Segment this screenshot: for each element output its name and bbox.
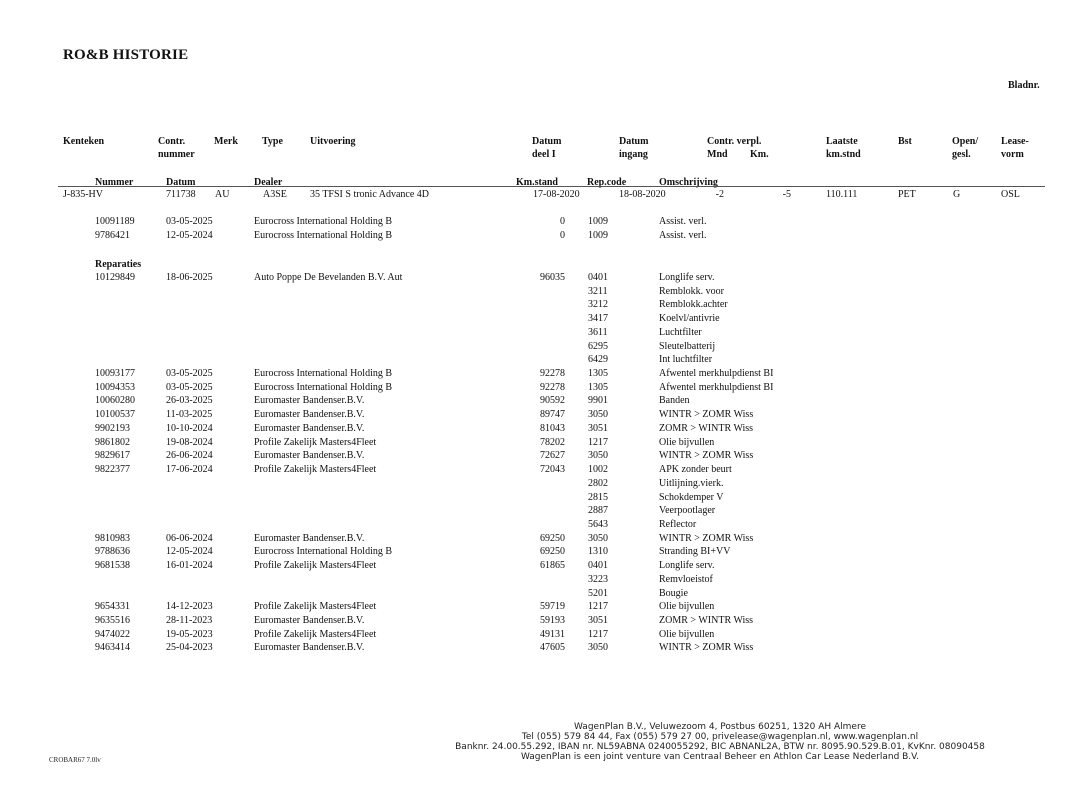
row-repcode: 2887 [588, 505, 608, 517]
row-datum: 19-08-2024 [166, 436, 213, 448]
row-omschrijving: Olie bijvullen [659, 601, 715, 613]
sub-nummer: Nummer [95, 177, 134, 188]
row-dealer: Profile Zakelijk Masters4Fleet [254, 464, 377, 476]
row-omschrijving: Stranding BI+VV [659, 546, 731, 558]
row-datum: 28-11-2023 [166, 615, 213, 626]
row-kmstand: 0 [560, 216, 565, 227]
row-repcode: 1310 [588, 546, 608, 558]
row-datum: 10-10-2024 [166, 422, 213, 434]
row-dealer: Eurocross International Holding B [254, 381, 393, 393]
col-merk: Merk [214, 136, 238, 147]
row-omschrijving: Schokdemper V [659, 491, 724, 503]
row-kmstand: 92278 [540, 381, 565, 393]
sub-kmstand: Km.stand [516, 177, 558, 188]
col-lease-line1: Lease- [1001, 136, 1029, 147]
row-repcode: 9901 [588, 395, 608, 407]
row-datum: 16-01-2024 [166, 560, 213, 572]
row-omschrijving: Longlife serv. [659, 560, 715, 572]
row-omschrijving: Olie bijvullen [659, 436, 715, 448]
col-contr [158, 135, 195, 161]
row-omschrijving: ZOMR > WINTR Wiss [659, 422, 754, 434]
col-contr-verpl-line1: Contr. verpl. [707, 136, 762, 147]
row-omschrijving: Koelvl/antivrie [659, 313, 720, 325]
row-omschrijving: Afwentel merkhulpdienst BI [659, 368, 774, 380]
row-nummer: 9681538 [95, 560, 130, 572]
row-nummer: 9474022 [95, 628, 130, 640]
vehicle-open: G [953, 189, 961, 200]
row-repcode: 3223 [588, 573, 608, 585]
row-datum: 06-06-2024 [166, 532, 213, 544]
col-datum-deel [532, 135, 561, 161]
row-dealer: Euromaster Bandenser.B.V. [254, 532, 365, 544]
row-repcode: 3212 [588, 299, 608, 311]
row-nummer: 9654331 [95, 601, 130, 613]
row-repcode: 5643 [588, 518, 608, 530]
col-contr-line2: nummer [158, 149, 195, 160]
row-omschrijving: WINTR > ZOMR Wiss [659, 532, 754, 544]
vehicle-mnd: -2 [715, 189, 724, 200]
row-omschrijving: Luchtfilter [659, 326, 702, 338]
row-omschrijving: WINTR > ZOMR Wiss [659, 409, 754, 421]
row-dealer: Eurocross International Holding B [254, 216, 393, 227]
row-dealer: Euromaster Bandenser.B.V. [254, 450, 365, 462]
form-code: CROBAR67 7.0lv [49, 756, 101, 764]
row-dealer: Profile Zakelijk Masters4Fleet [254, 628, 377, 640]
col-lease-line2: vorm [1001, 149, 1024, 160]
row-repcode: 3417 [588, 313, 608, 325]
vehicle-kenteken: J-835-HV [63, 189, 103, 200]
row-datum: 03-05-2025 [166, 381, 213, 393]
row-dealer: Profile Zakelijk Masters4Fleet [254, 560, 377, 572]
row-datum: 18-06-2025 [166, 272, 213, 283]
row-omschrijving: Uitlijning.vierk. [659, 477, 724, 489]
sub-repcode: Rep.code [587, 177, 627, 188]
row-repcode: 3051 [588, 615, 608, 626]
col-laatste-line2: km.stnd [826, 149, 861, 160]
row-dealer: Euromaster Bandenser.B.V. [254, 409, 365, 421]
col-contr-line1: Contr. [158, 136, 186, 147]
row-repcode: 0401 [588, 560, 608, 572]
row-repcode: 2802 [588, 477, 608, 489]
row-dealer: Profile Zakelijk Masters4Fleet [254, 601, 377, 613]
col-uitvoering: Uitvoering [310, 136, 356, 147]
vehicle-datum-ingang: 18-08-2020 [619, 189, 666, 200]
row-nummer: 9788636 [95, 546, 130, 558]
row-nummer: 10060280 [95, 395, 135, 407]
row-repcode: 3050 [588, 532, 608, 544]
row-nummer: 9902193 [95, 422, 130, 434]
row-omschrijving: Afwentel merkhulpdienst BI [659, 381, 774, 393]
page-title: RO&B HISTORIE [63, 47, 189, 63]
row-datum: 17-06-2024 [166, 464, 213, 476]
vehicle-uitvoering: 35 TFSI S tronic Advance 4D [310, 189, 429, 200]
row-repcode: 1305 [588, 381, 608, 393]
row-kmstand: 49131 [540, 628, 565, 640]
reparaties-heading: Reparaties [95, 259, 142, 270]
row-omschrijving: Bougie [659, 587, 688, 599]
row-kmstand: 90592 [540, 395, 565, 407]
col-bst: Bst [898, 136, 912, 147]
col-laatste [826, 135, 861, 161]
vehicle-bst: PET [898, 189, 916, 200]
row-nummer: 9822377 [95, 464, 130, 476]
row-repcode: 1002 [588, 464, 608, 476]
vehicle-km: -5 [782, 189, 791, 200]
row-datum: 26-03-2025 [166, 395, 213, 407]
col-datum-ingang-line1: Datum [619, 136, 649, 147]
row-repcode: 3050 [588, 409, 608, 421]
row-omschrijving: Sleutelbatterij [659, 340, 716, 352]
page-number-label: Bladnr. [1008, 80, 1040, 91]
col-type: Type [262, 136, 283, 147]
row-dealer: Euromaster Bandenser.B.V. [254, 642, 365, 654]
row-datum: 19-05-2023 [166, 628, 213, 640]
row-kmstand: 59193 [540, 615, 565, 626]
row-omschrijving: WINTR > ZOMR Wiss [659, 450, 754, 462]
row-repcode: 1217 [588, 628, 608, 640]
vehicle-contract: 711738 [166, 189, 196, 200]
sub-omschrijving: Omschrijving [659, 177, 718, 188]
row-dealer: Euromaster Bandenser.B.V. [254, 395, 365, 407]
col-contr-verpl-line2: Mnd [707, 149, 728, 160]
row-datum: 26-06-2024 [166, 450, 213, 462]
row-kmstand: 69250 [540, 532, 565, 544]
footer-address: WagenPlan B.V., Veluwezoom 4, Postbus 60251, 1320 AH Almere [573, 722, 867, 732]
row-dealer: Eurocross International Holding B [254, 368, 393, 380]
row-nummer: 10100537 [95, 409, 135, 421]
col-open [952, 135, 978, 161]
row-omschrijving: Banden [659, 395, 690, 407]
footer-bank: Banknr. 24.00.55.292, IBAN nr. NL59ABNA 0240055292, BIC ABNANL2A, BTW nr. 8095.90.529.B.01, KvKnr. 08090458 [455, 742, 985, 752]
row-repcode: 1305 [588, 368, 608, 380]
row-datum: 25-04-2023 [166, 642, 213, 654]
row-kmstand: 61865 [540, 560, 565, 572]
row-omschrijving: Int luchtfilter [659, 354, 713, 366]
row-dealer: Eurocross International Holding B [254, 229, 393, 241]
row-omschrijving: Remvloeistof [659, 573, 713, 585]
row-omschrijving: Remblokk.achter [659, 299, 728, 311]
row-kmstand: 89747 [540, 409, 565, 421]
row-repcode: 3050 [588, 642, 608, 654]
row-dealer: Euromaster Bandenser.B.V. [254, 615, 365, 626]
col-kenteken: Kenteken [63, 136, 105, 147]
row-repcode: 0401 [588, 272, 608, 283]
row-omschrijving: Remblokk. voor [659, 285, 724, 297]
row-datum: 12-05-2024 [166, 546, 213, 558]
row-nummer: 9463414 [95, 642, 130, 654]
row-nummer: 9810983 [95, 532, 130, 544]
col-datum-deel-line1: Datum [532, 136, 562, 147]
row-omschrijving: Longlife serv. [659, 272, 715, 283]
row-kmstand: 92278 [540, 368, 565, 380]
row-repcode: 3611 [588, 326, 608, 338]
row-omschrijving: ZOMR > WINTR Wiss [659, 615, 754, 626]
row-datum: 14-12-2023 [166, 601, 213, 613]
row-kmstand: 59719 [540, 601, 565, 613]
row-repcode: 2815 [588, 491, 608, 503]
sub-datum: Datum [166, 177, 196, 188]
row-nummer: 9786421 [95, 229, 130, 241]
row-repcode: 6429 [588, 354, 608, 366]
row-nummer: 9861802 [95, 436, 130, 448]
row-repcode: 1217 [588, 436, 608, 448]
row-repcode: 3050 [588, 450, 608, 462]
row-dealer: Eurocross International Holding B [254, 546, 393, 558]
row-omschrijving: Reflector [659, 518, 697, 530]
vehicle-datum-deel: 17-08-2020 [533, 189, 580, 200]
row-dealer: Profile Zakelijk Masters4Fleet [254, 436, 377, 448]
col-datum-deel-line2: deel I [532, 149, 556, 160]
row-omschrijving: Assist. verl. [659, 216, 707, 227]
row-kmstand: 81043 [540, 422, 565, 434]
row-omschrijving: Assist. verl. [659, 229, 707, 241]
row-repcode: 6295 [588, 340, 608, 352]
row-datum: 03-05-2025 [166, 216, 213, 227]
col-km: Km. [750, 149, 769, 160]
col-open-line2: gesl. [952, 149, 971, 160]
row-dealer: Auto Poppe De Bevelanden B.V. Aut [254, 272, 403, 283]
col-lease [1001, 135, 1029, 161]
vehicle-laatste-km: 110.111 [826, 189, 858, 200]
row-datum: 12-05-2024 [166, 229, 213, 241]
col-open-line1: Open/ [952, 136, 979, 147]
footer-contact: Tel (055) 579 84 44, Fax (055) 579 27 00, privelease@wagenplan.nl, www.wagenplan.nl [521, 732, 919, 742]
company-footer [420, 722, 1020, 762]
row-datum: 03-05-2025 [166, 368, 213, 380]
row-datum: 11-03-2025 [166, 409, 213, 421]
row-omschrijving: Veerpootlager [659, 505, 716, 517]
row-repcode: 1009 [588, 216, 608, 227]
row-repcode: 3051 [588, 422, 608, 434]
row-kmstand: 0 [560, 229, 565, 241]
row-kmstand: 69250 [540, 546, 565, 558]
row-dealer: Euromaster Bandenser.B.V. [254, 422, 365, 434]
row-kmstand: 72043 [540, 464, 565, 476]
vehicle-type: A3SE [263, 189, 287, 200]
row-omschrijving: Olie bijvullen [659, 628, 715, 640]
row-nummer: 10091189 [95, 216, 135, 227]
header-divider [58, 186, 1045, 187]
row-kmstand: 47605 [540, 642, 565, 654]
col-laatste-line1: Laatste [826, 136, 858, 147]
row-repcode: 5201 [588, 587, 608, 599]
row-omschrijving: WINTR > ZOMR Wiss [659, 642, 754, 654]
row-nummer: 9829617 [95, 450, 130, 462]
row-omschrijving: APK zonder beurt [659, 464, 732, 476]
row-kmstand: 78202 [540, 436, 565, 448]
row-nummer: 10093177 [95, 368, 135, 380]
col-datum-ingang-line2: ingang [619, 149, 648, 160]
vehicle-leasevorm: OSL [1001, 189, 1020, 200]
footer-joint-venture: WagenPlan is een joint venture van Centraal Beheer en Athlon Car Lease Nederland B.V. [520, 752, 920, 762]
vehicle-merk: AU [215, 189, 230, 200]
col-datum-ingang [619, 135, 648, 161]
row-kmstand: 96035 [540, 272, 565, 283]
row-nummer: 10094353 [95, 381, 135, 393]
row-kmstand: 72627 [540, 450, 565, 462]
row-repcode: 1009 [588, 229, 608, 241]
row-nummer: 10129849 [95, 272, 135, 283]
row-repcode: 3211 [588, 285, 608, 297]
sub-dealer: Dealer [254, 177, 283, 188]
row-nummer: 9635516 [95, 615, 130, 626]
row-repcode: 1217 [588, 601, 608, 613]
